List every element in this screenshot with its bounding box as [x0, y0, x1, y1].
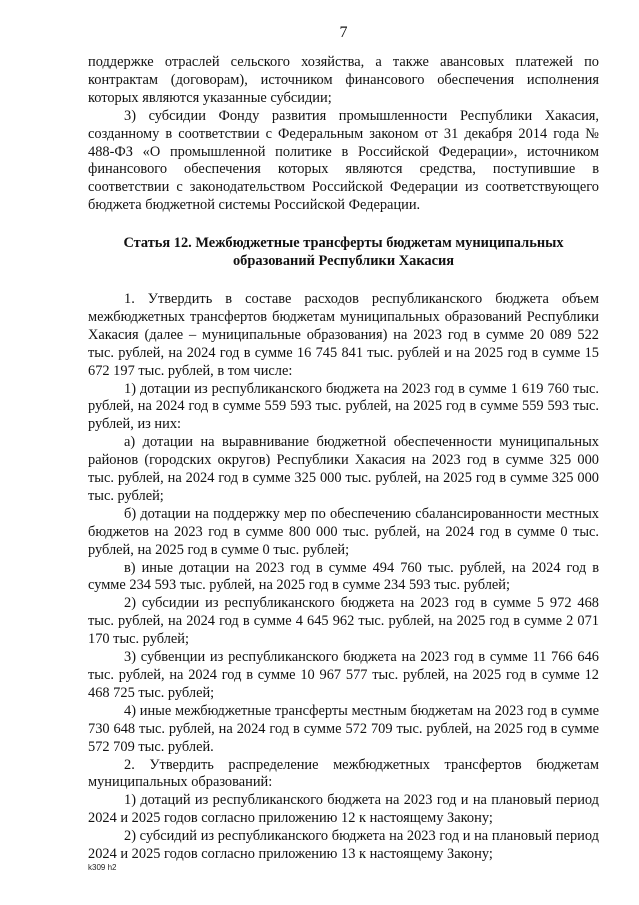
- paragraph-2-2: 2) субсидий из республиканского бюджета на 2023 год и на плановый период 2024 и 2025 годов согласно приложению 13 к настоящему Закону;: [88, 828, 599, 863]
- paragraph-1-1: 1) дотации из республиканского бюджета на 2023 год в сумме 1 619 760 тыс. рублей, на 2024 год в сумме 559 593 тыс. рублей, на 2025 год в сумме 559 593 тыс. рублей, из них:: [88, 380, 599, 433]
- paragraph-1-3: 3) субвенции из республиканского бюджета на 2023 год в сумме 11 766 646 тыс. рублей, на 2024 год в сумме 10 967 577 тыс. рублей, на 2025 год в сумме 12 468 725 тыс. рублей;: [88, 649, 599, 701]
- body-text: [88, 54, 599, 864]
- paragraph-1-4: 4) иные межбюджетные трансферты местным бюджетам на 2023 год в сумме 730 648 тыс. рублей, на 2024 год в сумме 572 709 тыс. рублей, на 2025 год в сумме 572 709 тыс. рублей.: [88, 702, 599, 755]
- paragraph-fund-subsidy: 3) субсидии Фонду развития промышленности Республики Хакасия, созданному в соответствии с Федеральным законом от 31 декабря 2014 года № 488-ФЗ «О промышленной политике в Российской Федерации», источником финансового обеспечения которых являются средства, поступившие в соответствии с законодательством Российской Федерации из соответствующего бюджета бюджетной системы Российской Федерации.: [88, 107, 599, 214]
- paragraph-1-1-b: б) дотации на поддержку мер по обеспечению сбалансированности местных бюджетов на 2023 год в сумме 800 000 тыс. рублей, на 2024 год в сумме 0 тыс. рублей, на 2025 год в сумме 0 тыс. рублей;: [88, 505, 599, 558]
- paragraph-1-2: 2) субсидии из республиканского бюджета на 2023 год в сумме 5 972 468 тыс. рублей, на 2024 год в сумме 4 645 962 тыс. рублей, на 2025 год в сумме 2 071 170 тыс. рублей;: [88, 595, 599, 648]
- paragraph-2: 2. Утвердить распределение межбюджетных трансфертов бюджетам муниципальных образований:: [88, 756, 599, 791]
- article-title: Статья 12. Межбюджетные трансферты бюджетам муниципальных образований Республики Хакасия: [123, 235, 564, 270]
- paragraph-1-1-v: в) иные дотации на 2023 год в сумме 494 760 тыс. рублей, на 2024 год в сумме 234 593 тыс. рублей, на 2025 год в сумме 234 593 тыс. рублей;: [88, 559, 599, 594]
- paragraph-continuation: поддержке отраслей сельского хозяйства, а также авансовых платежей по контрактам (договорам), источником финансового обеспечения исполнения которых являются указанные субсидии;: [88, 54, 599, 106]
- paragraph-2-1: 1) дотаций из республиканского бюджета на 2023 год и на плановый период 2024 и 2025 годов согласно приложению 12 к настоящему Закону;: [88, 792, 599, 827]
- paragraph-1: 1. Утвердить в составе расходов республиканского бюджета объем межбюджетных трансфертов бюджетам муниципальных образований Республики Хакасия (далее – муниципальные образования) на 2023 год в сумме 20 089 522 тыс. рублей, на 2024 год в сумме 16 745 841 тыс. рублей и на 2025 год в сумме 15 672 197 тыс. рублей, в том числе:: [88, 290, 599, 379]
- footer-code: k309 h2: [88, 863, 117, 872]
- page-number: 7: [339, 24, 348, 41]
- paragraph-1-1-a: а) дотации на выравнивание бюджетной обеспеченности муниципальных районов (городских округов) Республики Хакасия на 2023 год в сумме 325 000 тыс. рублей, на 2024 год в сумме 325 000 тыс. рублей, на 2025 год в сумме 325 000 тыс. рублей;: [88, 434, 599, 504]
